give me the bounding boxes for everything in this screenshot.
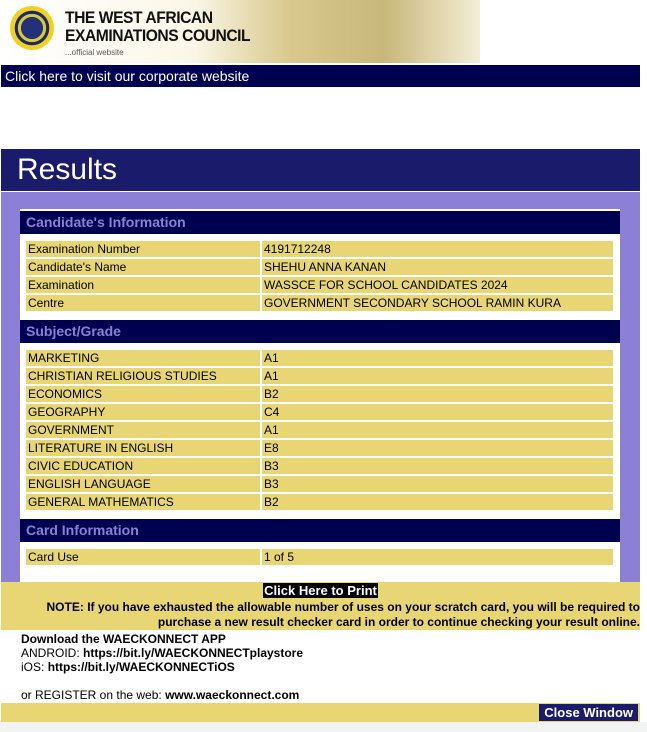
register-link[interactable]: www.waeckonnect.com — [165, 688, 300, 702]
row-value: B3 — [262, 476, 613, 492]
register-label: or REGISTER on the web: — [21, 688, 162, 702]
row-label: CHRISTIAN RELIGIOUS STUDIES — [26, 368, 260, 384]
android-label: ANDROID: — [21, 646, 80, 660]
row-value: 1 of 5 — [262, 549, 613, 565]
row-value: WASSCE FOR SCHOOL CANDIDATES 2024 — [262, 277, 613, 293]
note — [1, 600, 640, 630]
row-label: Candidate's Name — [26, 259, 260, 275]
candidate-info-heading: Candidate's Information — [20, 211, 620, 234]
row-value: 4191712248 — [262, 241, 613, 257]
table-row — [26, 494, 613, 510]
print-bar — [1, 582, 640, 600]
logo-line-1: THE WEST AFRICAN — [65, 8, 213, 27]
table-row — [26, 386, 613, 402]
table-row — [26, 241, 613, 257]
table-row — [26, 259, 613, 275]
row-label: GENERAL MATHEMATICS — [26, 494, 260, 510]
logo-text — [65, 9, 250, 45]
waec-banner — [0, 0, 480, 63]
row-value: GOVERNMENT SECONDARY SCHOOL RAMIN KURA — [262, 295, 613, 311]
row-label: Examination Number — [26, 241, 260, 257]
row-label: ECONOMICS — [26, 386, 260, 402]
table-row — [26, 404, 613, 420]
row-value: B2 — [262, 494, 613, 510]
table-row — [26, 440, 613, 456]
app-info — [21, 632, 303, 702]
note-prefix: NOTE: — [46, 600, 84, 614]
row-label: Card Use — [26, 549, 260, 565]
row-value: A1 — [262, 350, 613, 366]
tagline: ...official website — [65, 48, 124, 57]
logo-line-2: EXAMINATIONS COUNCIL — [65, 26, 251, 45]
row-value: SHEHU ANNA KANAN — [262, 259, 613, 275]
subject-grade-heading: Subject/Grade — [20, 320, 620, 343]
row-label: CIVIC EDUCATION — [26, 458, 260, 474]
row-value: C4 — [262, 404, 613, 420]
table-row — [26, 350, 613, 366]
row-label: GEOGRAPHY — [26, 404, 260, 420]
row-value: A1 — [262, 422, 613, 438]
table-row — [26, 295, 613, 311]
bottom-bar — [1, 703, 640, 722]
ios-link[interactable]: https://bit.ly/WAECKONNECTiOS — [47, 660, 235, 674]
corporate-website-link[interactable]: Click here to visit our corporate website — [1, 65, 640, 87]
table-row — [26, 368, 613, 384]
note-line-2: purchase a new result checker card in order to continue checking your result online. — [157, 615, 640, 629]
ios-label: iOS: — [21, 660, 45, 674]
page-title: Results — [1, 149, 640, 191]
row-label: LITERATURE IN ENGLISH — [26, 440, 260, 456]
android-link[interactable]: https://bit.ly/WAECKONNECTplaystore — [83, 646, 304, 660]
row-value: E8 — [262, 440, 613, 456]
row-label: Centre — [26, 295, 260, 311]
row-label: ENGLISH LANGUAGE — [26, 476, 260, 492]
waec-seal-logo — [10, 6, 54, 50]
row-label: MARKETING — [26, 350, 260, 366]
note-line-1: If you have exhausted the allowable number of uses on your scratch card, you will be required to — [87, 600, 640, 614]
row-value: B2 — [262, 386, 613, 402]
table-row — [26, 422, 613, 438]
table-row — [26, 277, 613, 293]
print-button[interactable]: Click Here to Print — [264, 583, 377, 598]
row-value: A1 — [262, 368, 613, 384]
footer-strip — [0, 722, 647, 732]
table-row — [26, 549, 613, 565]
table-row — [26, 458, 613, 474]
card-info-heading: Card Information — [20, 519, 620, 542]
app-heading: Download the WAECKONNECT APP — [21, 632, 226, 646]
row-value: B3 — [262, 458, 613, 474]
row-label: Examination — [26, 277, 260, 293]
table-row — [26, 476, 613, 492]
close-window-button[interactable]: Close Window — [539, 704, 638, 721]
row-label: GOVERNMENT — [26, 422, 260, 438]
